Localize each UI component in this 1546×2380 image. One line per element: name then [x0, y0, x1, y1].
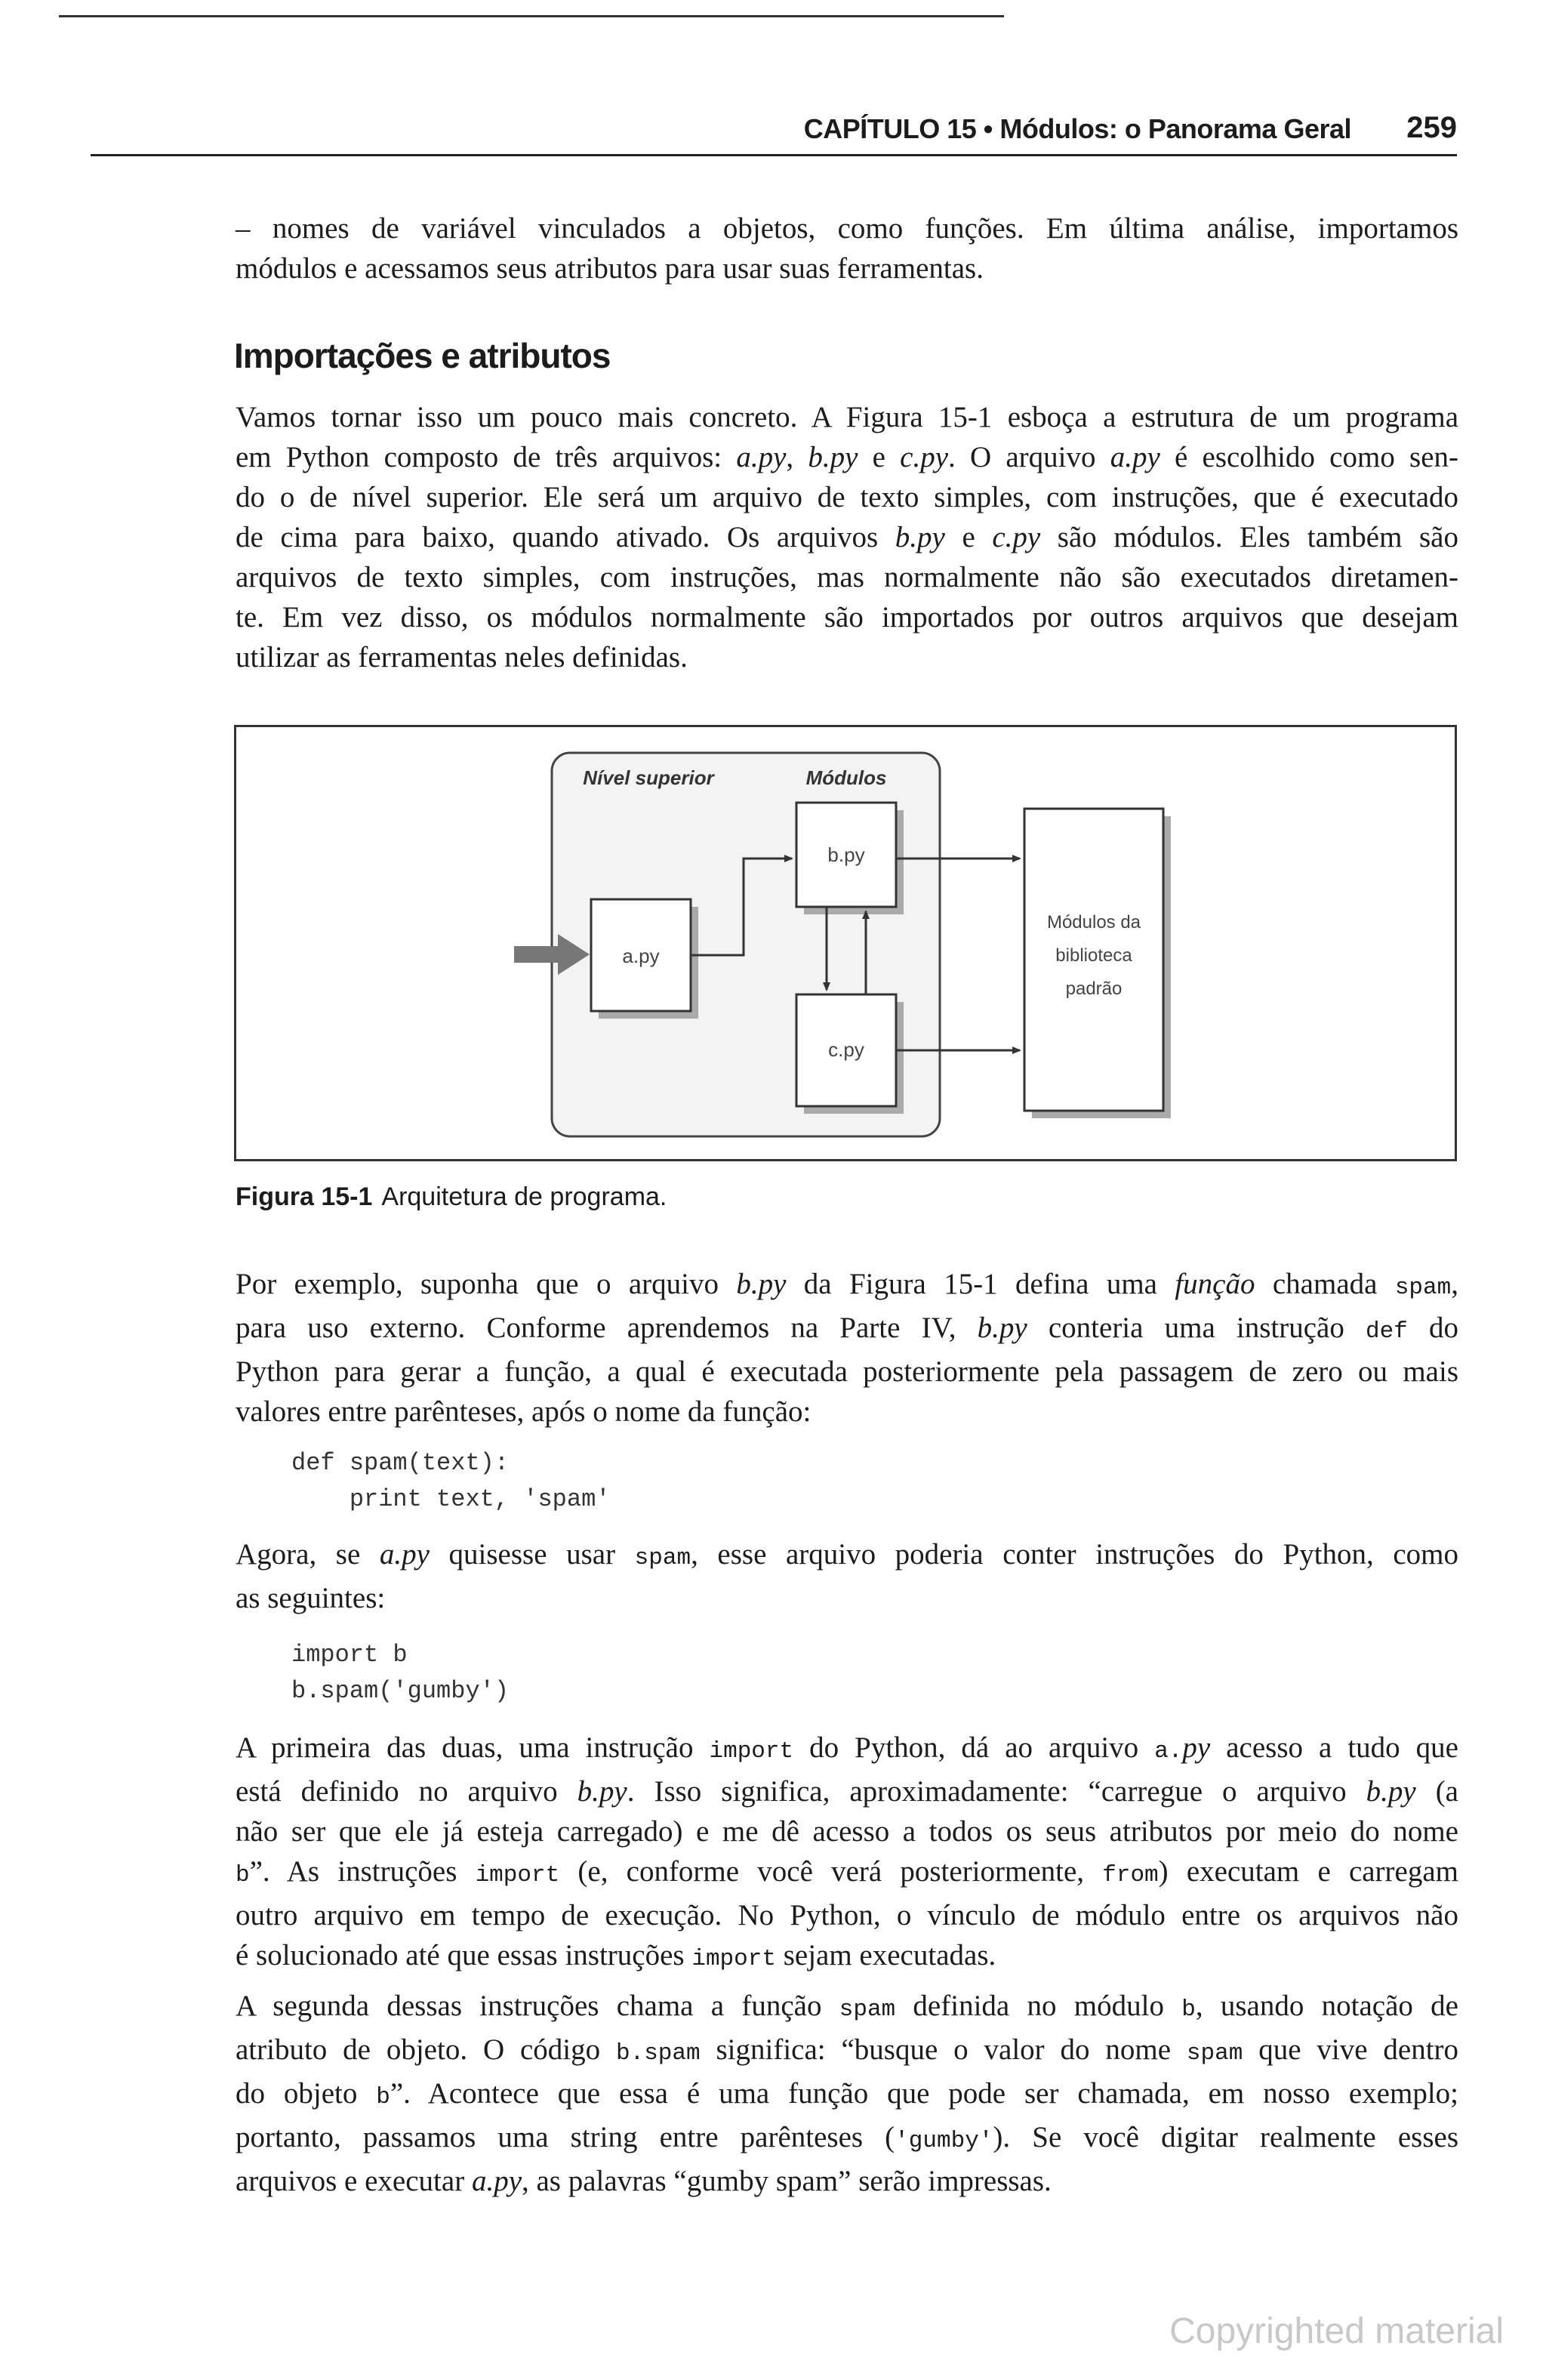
figure-caption [236, 1182, 667, 1212]
paragraph-2 [236, 1264, 1458, 1432]
code-line: import b [291, 1641, 408, 1669]
text-line: as seguintes: [236, 1582, 386, 1614]
text-line: do o de nível superior. Ele será um arquivo de texto simples, com instruções, que é executado [236, 481, 1458, 513]
text-line: A primeira das duas, uma instrução import do Python, dá ao arquivo a.py acesso a tudo que [236, 1731, 1458, 1765]
text-line: Vamos tornar isso um pouco mais concreto. A Figura 15-1 esboça a estrutura de um programa [236, 401, 1458, 433]
text-line: portanto, passamos uma string entre parênteses ('gumby'). Se você digitar realmente esses [236, 2121, 1459, 2154]
paragraph-3 [236, 1534, 1458, 1618]
text-line: te. Em vez disso, os módulos normalmente são importados por outros arquivos que desejam [236, 601, 1458, 634]
text-line: valores entre parênteses, após o nome da função: [236, 1395, 811, 1428]
paragraph-4 [236, 1728, 1458, 1979]
section-heading: Importações e atributos [234, 336, 611, 375]
text-line: do objeto b”. Acontece que essa é uma função que pode ser chamada, em nosso exemplo; [236, 2077, 1458, 2110]
text-line: b”. As instruções import (e, conforme você verá posteriormente, from) executam e carregam [236, 1855, 1458, 1888]
text-line: atributo de objeto. O código b.spam significa: “busque o valor do nome spam que vive dentro [236, 2033, 1459, 2067]
label-a: a.py [622, 945, 660, 967]
top-rule [59, 15, 1004, 17]
text-line: arquivos de texto simples, com instruções, mas normalmente não são executados diretamen- [236, 561, 1458, 593]
text-line: outro arquivo em tempo de execução. No Python, o vínculo de módulo entre os arquivos não [236, 1899, 1458, 1931]
label-stdlib-2: biblioteca [1055, 945, 1132, 966]
label-stdlib-1: Módulos da [1046, 912, 1141, 933]
text-line: – nomes de variável vinculados a objetos, como funções. Em última análise, importamos [236, 212, 1458, 245]
page-number: 259 [1406, 111, 1457, 144]
text-line: de cima para baixo, quando ativado. Os arquivos b.py e c.py são módulos. Eles também são [236, 521, 1458, 553]
code-line: b.spam('gumby') [291, 1677, 510, 1705]
label-c: c.py [828, 1038, 864, 1061]
text-line: A segunda dessas instruções chama a função spam definida no módulo b, usando notação de [236, 1990, 1458, 2023]
text-line: utilizar as ferramentas neles definidas. [236, 641, 688, 674]
label-stdlib-3: padrão [1065, 979, 1123, 999]
code-block-2 [291, 1637, 509, 1709]
code-line: print text, 'spam' [291, 1485, 611, 1513]
text-line: Por exemplo, suponha que o arquivo b.py da Figura 15-1 defina uma função chamada spam, [236, 1268, 1458, 1301]
code-line: def spam(text): [291, 1449, 510, 1477]
entry-arrow-shaft [514, 946, 561, 963]
label-modules: Módulos [805, 766, 887, 789]
text-line: Agora, se a.py quisesse usar spam, esse arquivo poderia conter instruções do Python, como [236, 1538, 1459, 1571]
code-block-1 [291, 1445, 610, 1518]
label-top-level: Nível superior [583, 766, 714, 789]
text-line: arquivos e executar a.py, as palavras “gumby spam” serão impressas. [236, 2165, 1052, 2197]
paragraph-5 [236, 1986, 1458, 2201]
text-line: Python para gerar a função, a qual é executada posteriormente pela passagem de zero ou mais [236, 1355, 1458, 1388]
text-line: é solucionado até que essas instruções import sejam executadas. [236, 1939, 996, 1972]
running-header [91, 106, 1457, 156]
label-b: b.py [827, 843, 865, 866]
text-line: para uso externo. Conforme aprendemos na Parte IV, b.py conteria uma instrução def do [236, 1312, 1459, 1345]
caption-text: Arquitetura de programa. [381, 1182, 667, 1211]
intro-paragraph [236, 208, 1458, 288]
text-line: módulos e acessamos seus atributos para usar suas ferramentas. [236, 252, 984, 285]
text-line: não ser que ele já esteja carregado) e me dê acesso a todos os seus atributos por meio do nome [236, 1815, 1458, 1848]
architecture-diagram [236, 727, 1459, 1164]
copyright-watermark: Copyrighted material [1169, 2311, 1504, 2351]
text-line: está definido no arquivo b.py. Isso significa, aproximadamente: “carregue o arquivo b.py (a [236, 1775, 1458, 1808]
figure-15-1 [234, 725, 1457, 1161]
text-line: em Python composto de três arquivos: a.py, b.py e c.py. O arquivo a.py é escolhido como sen- [236, 441, 1459, 473]
paragraph-1 [236, 397, 1458, 677]
caption-number: Figura 15-1 [236, 1182, 373, 1211]
chapter-title: CAPÍTULO 15 • Módulos: o Panorama Geral [803, 113, 1351, 144]
